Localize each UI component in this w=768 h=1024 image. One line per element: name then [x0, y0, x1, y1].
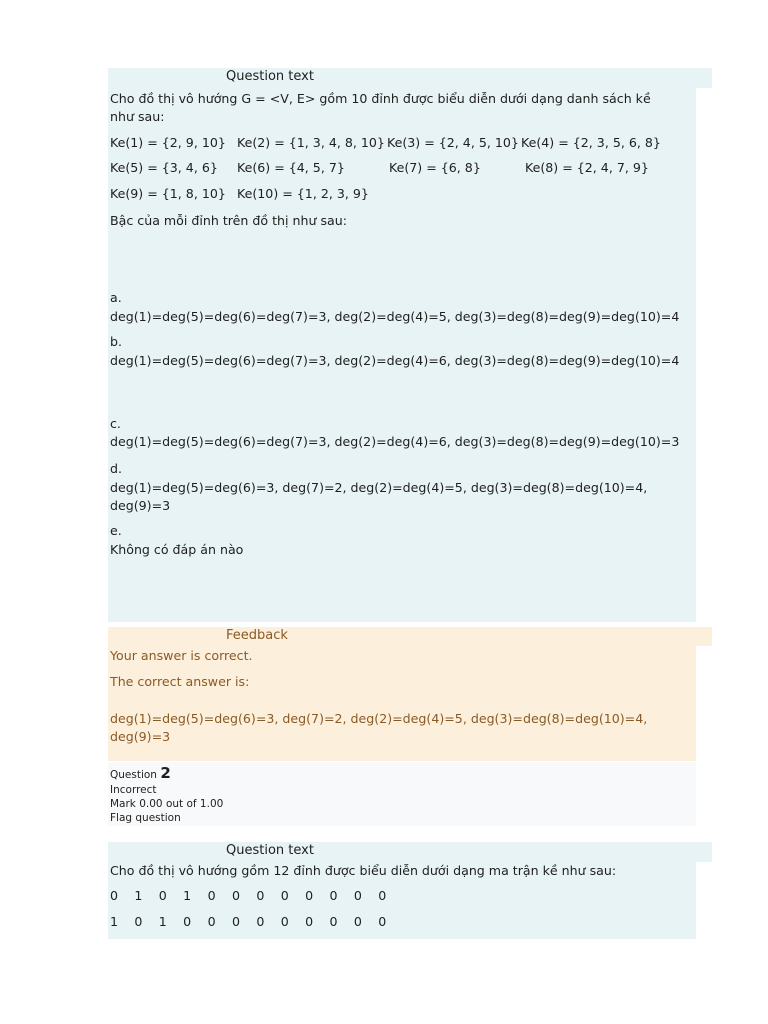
matrix-cell: 1 [110, 914, 119, 929]
flag-question-link[interactable]: Flag question [110, 812, 181, 824]
adjacency-ke1: Ke(1) = {2, 9, 10} [110, 135, 226, 150]
question-label: Question [110, 769, 157, 781]
feedback-body [108, 646, 696, 761]
feedback-correct-label: The correct answer is: [110, 674, 250, 689]
matrix-cell: 0 [378, 914, 387, 929]
q1-intro-line1: Cho đồ thị vô hướng G = <V, E> gồm 10 đỉnh được biểu diễn dưới dạng danh sách kề [110, 91, 651, 106]
matrix-cell: 0 [231, 914, 240, 929]
option-d-text-line1: deg(1)=deg(5)=deg(6)=3, deg(7)=2, deg(2)=deg(4)=5, deg(3)=deg(8)=deg(10)=4, [110, 480, 648, 495]
q2-header-bar [108, 842, 712, 862]
adjacency-ke10: Ke(10) = {1, 2, 3, 9} [237, 186, 369, 201]
q2-body [108, 861, 696, 939]
q1-header-bar [108, 68, 712, 88]
matrix-cell: 0 [353, 888, 362, 903]
option-d-text-line2: deg(9)=3 [110, 498, 171, 513]
matrix-row-2 [110, 913, 403, 931]
matrix-cell: 0 [183, 914, 192, 929]
matrix-cell: 0 [280, 888, 289, 903]
matrix-cell: 1 [134, 888, 143, 903]
matrix-cell: 0 [256, 888, 265, 903]
matrix-cell: 0 [158, 888, 167, 903]
adjacency-ke6: Ke(6) = {4, 5, 7} [237, 160, 345, 175]
option-e-letter: e. [110, 523, 122, 538]
matrix-cell: 0 [378, 888, 387, 903]
matrix-cell: 0 [256, 914, 265, 929]
option-c-text: deg(1)=deg(5)=deg(6)=deg(7)=3, deg(2)=deg(4)=6, deg(3)=deg(8)=deg(9)=deg(10)=3 [110, 434, 680, 449]
question-number-line [110, 766, 171, 782]
matrix-cell: 0 [207, 914, 216, 929]
adjacency-ke8: Ke(8) = {2, 4, 7, 9} [525, 160, 649, 175]
matrix-cell: 0 [305, 888, 314, 903]
q2-header-label: Question text [226, 843, 314, 858]
option-c-letter: c. [110, 416, 121, 431]
matrix-cell: 1 [158, 914, 167, 929]
matrix-cell: 0 [305, 914, 314, 929]
feedback-answer-line1: deg(1)=deg(5)=deg(6)=3, deg(7)=2, deg(2)=deg(4)=5, deg(3)=deg(8)=deg(10)=4, [110, 711, 648, 726]
question-state: Incorrect [110, 784, 157, 796]
question-mark: Mark 0.00 out of 1.00 [110, 798, 224, 810]
matrix-row-1 [110, 887, 403, 905]
feedback-header-bar [108, 627, 712, 646]
adjacency-ke3: Ke(3) = {2, 4, 5, 10} [387, 135, 519, 150]
matrix-cell: 0 [134, 914, 143, 929]
feedback-answer-line2: deg(9)=3 [110, 729, 171, 744]
adjacency-ke7: Ke(7) = {6, 8} [389, 160, 481, 175]
adjacency-ke2: Ke(2) = {1, 3, 4, 8, 10} [237, 135, 385, 150]
adjacency-ke4: Ke(4) = {2, 3, 5, 6, 8} [521, 135, 661, 150]
q1-body [108, 88, 696, 622]
option-b-text: deg(1)=deg(5)=deg(6)=deg(7)=3, deg(2)=deg(4)=6, deg(3)=deg(8)=deg(9)=deg(10)=4 [110, 353, 680, 368]
matrix-cell: 0 [329, 888, 338, 903]
option-e-text: Không có đáp án nào [110, 542, 244, 557]
q1-prompt: Bậc của mỗi đỉnh trên đồ thị như sau: [110, 213, 347, 228]
question-2-info [108, 762, 696, 826]
option-a-letter: a. [110, 290, 122, 305]
adjacency-ke5: Ke(5) = {3, 4, 6} [110, 160, 218, 175]
matrix-cell: 1 [183, 888, 192, 903]
matrix-cell: 0 [207, 888, 216, 903]
q1-intro-line2: như sau: [110, 109, 165, 124]
question-number: 2 [160, 764, 171, 782]
matrix-cell: 0 [329, 914, 338, 929]
option-d-letter: d. [110, 461, 122, 476]
matrix-cell: 0 [110, 888, 119, 903]
matrix-cell: 0 [280, 914, 289, 929]
feedback-status: Your answer is correct. [110, 648, 253, 663]
feedback-header-label: Feedback [226, 628, 288, 643]
matrix-cell: 0 [353, 914, 362, 929]
matrix-cell: 0 [231, 888, 240, 903]
q1-header-label: Question text [226, 69, 314, 84]
adjacency-ke9: Ke(9) = {1, 8, 10} [110, 186, 226, 201]
option-b-letter: b. [110, 334, 122, 349]
option-a-text: deg(1)=deg(5)=deg(6)=deg(7)=3, deg(2)=deg(4)=5, deg(3)=deg(8)=deg(9)=deg(10)=4 [110, 309, 680, 324]
q2-intro: Cho đồ thị vô hướng gồm 12 đỉnh được biểu diễn dưới dạng ma trận kề như sau: [110, 863, 617, 878]
